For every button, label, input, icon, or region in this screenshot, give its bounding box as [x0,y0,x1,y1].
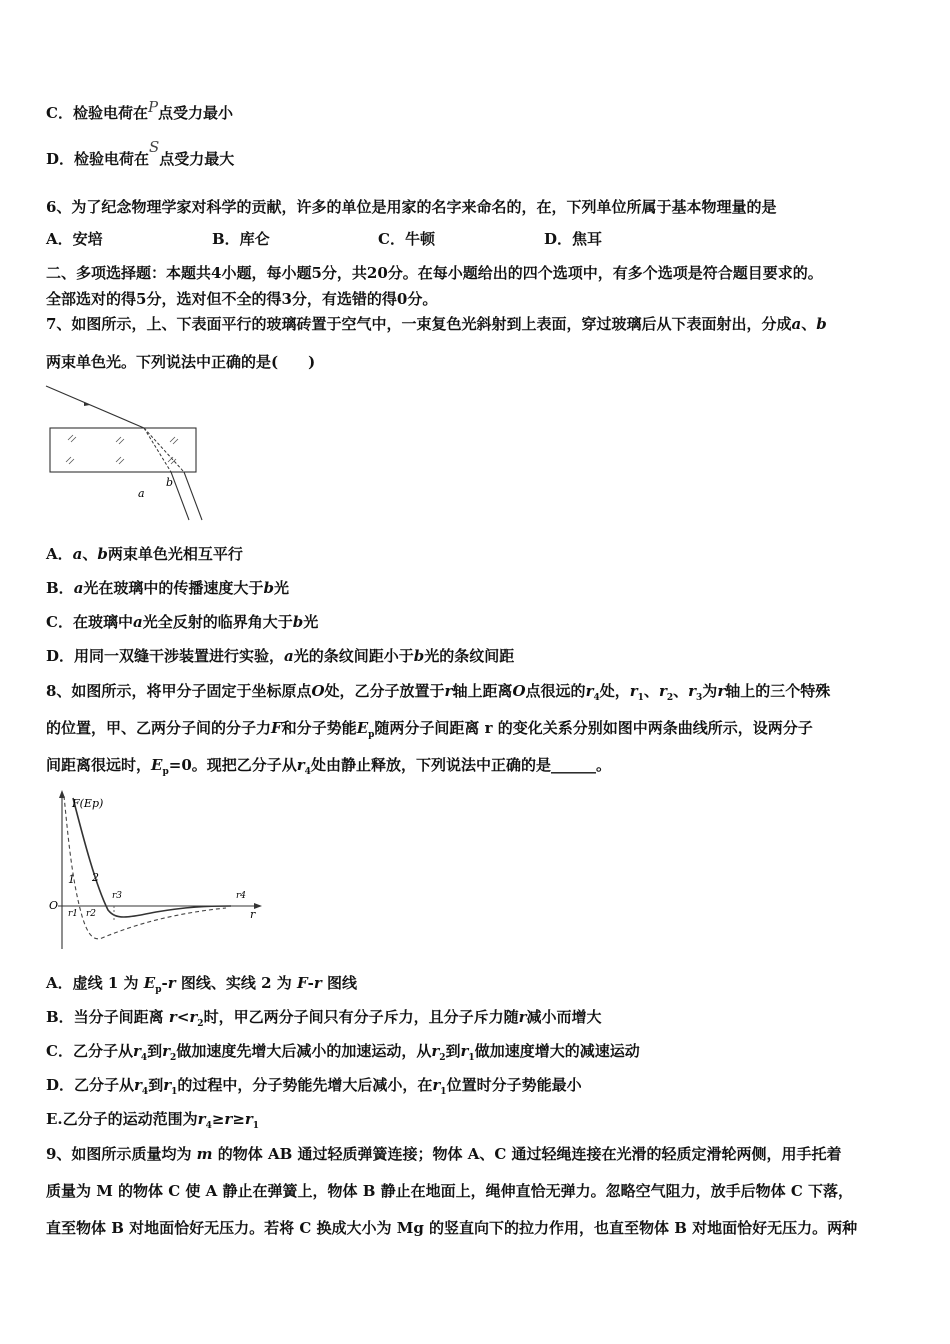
q8-stem-line1: 8、如图所示，将甲分子固定于坐标原点O处，乙分子放置于r轴上距离O点很远的$r_4$处，$r_1$、$r_2$、$r_3$为r轴上的三个特殊 [46,682,831,703]
q8-stem-line3: 间距离很远时，$E_p=0$。现把乙分子从$r_4$处由静止释放，下列说法中正确的是______。 [46,756,611,777]
graph-origin-label: O [49,899,59,912]
r4-label: r4 [236,891,247,901]
q7-fig-label-a: a [138,487,145,500]
q9-stem-line3: 直至物体 B 对地面恰好无压力。若将 C 换成大小为 Mg 的竖直向下的拉力作用，也直至物体 B 对地面恰好无压力。两种 [46,1219,858,1237]
q8-option-b: B．当分子间距离 $r<r_2$时，甲乙两分子间只有分子斥力，且分子斥力随r减小而增大 [46,1008,602,1029]
curve-1-label: 1 [68,873,75,886]
q8-potential-graph [46,786,266,952]
q7-stem-line2: 两束单色光。下列说法中正确的是( ) [46,353,316,371]
q5-option-d: D．检验电荷在S点受力最大 [46,138,235,168]
point-s-symbol: S [149,138,160,156]
q6-stem: 6、为了纪念物理学家对科学的贡献，许多的单位是用家的名字来命名的，在，下列单位所属于基本物理量的是 [46,198,777,216]
graph-x-axis-label: r [250,908,256,921]
q8-option-e: E.乙分子的运动范围为$r_4\ge r\ge r_1$ [46,1110,260,1131]
graph-y-axis-label: F(Ep) [72,797,104,810]
q8-option-c: C．乙分子从$r_4$到$r_2$做加速度先增大后减小的加速运动，从$r_2$到$r_1$做加速度增大的减速运动 [46,1042,640,1063]
q6-option-d: D．焦耳 [544,230,603,248]
q7-option-d: D．用同一双缝干涉装置进行实验，a光的条纹间距小于b光的条纹间距 [46,647,515,665]
q6-option-c: C．牛顿 [378,230,435,248]
section2-heading-line1: 二、多项选择题：本题共4小题，每小题5分，共20分。在每小题给出的四个选项中，有多个选项是符合题目要求的。 [46,264,823,282]
q7-glass-figure [44,382,214,527]
q6-options [46,228,710,249]
q7-stem-line1: 7、如图所示，上、下表面平行的玻璃砖置于空气中，一束复色光斜射到上表面，穿过玻璃后从下表面射出，分成a、b [46,315,827,333]
q6-option-b: B．库仑 [212,230,270,248]
curve-2-label: 2 [92,871,99,884]
r1-label: r1 [68,909,79,919]
q6-option-a: A．安培 [46,230,103,248]
q8-option-a: A．虚线 1 为 $E_p-r$ 图线、实线 2 为 F-r 图线 [46,974,357,995]
q7-fig-label-b: b [166,476,174,489]
q7-option-a: A．a、b两束单色光相互平行 [46,545,243,563]
q8-stem-line2: 的位置，甲、乙两分子间的分子力F和分子势能$E_p$随两分子间距离 r 的变化关系分别如图中两条曲线所示，设两分子 [46,719,813,740]
q7-option-c: C．在玻璃中a光全反射的临界角大于b光 [46,613,319,631]
r3-label: r3 [112,891,123,901]
point-p-symbol: P [147,98,159,116]
q9-stem-line1: 9、如图所示质量均为 m 的物体 AB 通过轻质弹簧连接；物体 A、C 通过轻绳连接在光滑的轻质定滑轮两侧，用手托着 [46,1145,842,1163]
q9-stem-line2: 质量为 M 的物体 C 使 A 静止在弹簧上，物体 B 静止在地面上，绳伸直恰无弹力。忽略空气阻力，放手后物体 C 下落， [46,1182,854,1200]
q5-option-c: C．检验电荷在P点受力最小 [46,98,234,122]
r2-label: r2 [86,909,97,919]
section2-heading-line2: 全部选对的得5分，选对但不全的得3分，有选错的得0分。 [46,290,438,308]
q8-option-d: D．乙分子从$r_4$到$r_1$的过程中，分子势能先增大后减小，在$r_1$位置时分子势能最小 [46,1076,582,1097]
q7-option-b: B．a光在玻璃中的传播速度大于b光 [46,579,289,597]
